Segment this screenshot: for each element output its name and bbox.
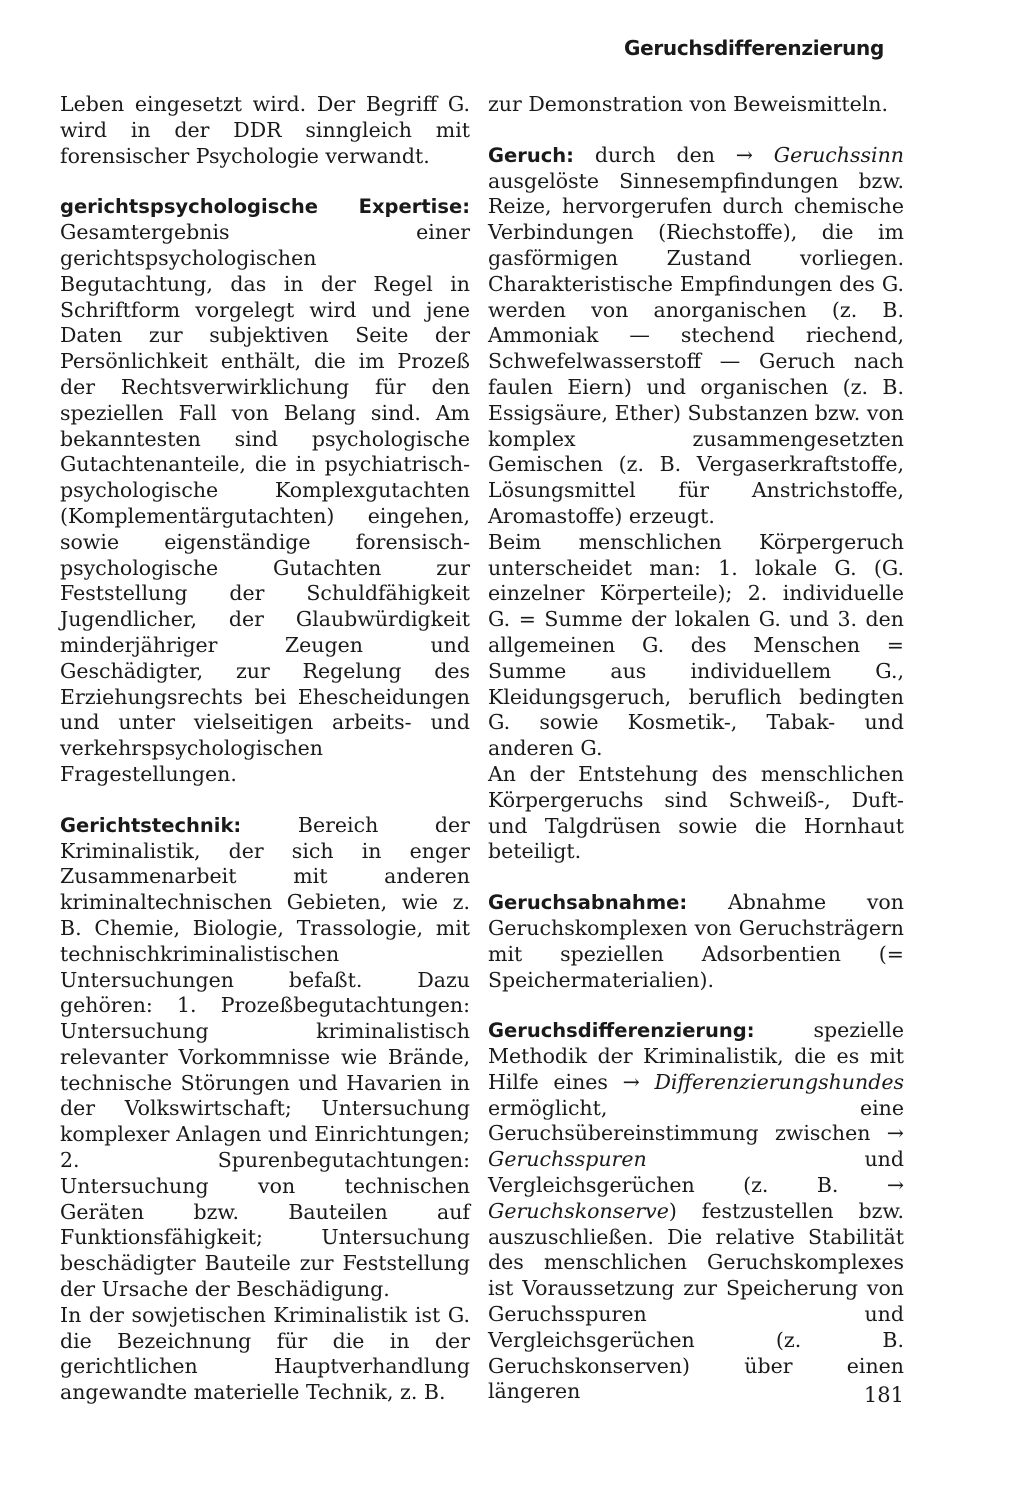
entry-text: ) festzustellen bzw. auszuschließen. Die relative Stabilität des menschlichen Geruchskomplexes ist Voraussetzung zur Speicherung von Geruchsspuren und Vergleichsgerüchen (z. B. Geruchskonserven) über einen längeren xyxy=(488,1198,904,1404)
entry-text: und Vergleichsgerüchen (z. B. → xyxy=(488,1147,904,1198)
entry-geruchsabnahme xyxy=(488,890,904,993)
entry-geruch xyxy=(488,143,904,530)
entry-gerichtspsychologische-expertise xyxy=(60,194,470,787)
right-column xyxy=(488,92,904,1430)
entry-lemma: Geruchsdifferenzierung: xyxy=(488,1019,755,1043)
entry-definition: Abnahme von Geruchskomplexen von Geruchsträgern mit speziellen Adsorbentien (= Speichermaterialien). xyxy=(488,890,904,992)
entry-text: ausgelöste Sinnesempfindungen bzw. Reize, hervorgerufen durch chemische Verbindungen (Riechstoffe), die im gasförmigen Zustand vorliegen. Charakteristische Empfindungen des G. werden von anorganischen (z. B. Ammoniak — stechend riechend, Schwefelwasserstoff — Geruch nach faulen Eiern) und organischen (z. B. Essigsäure, Ether) Substanzen bzw. von komplex zusammengesetzten Gemischen (z. B. Vergaserkraftstoffe, Lösungsmittel für Anstrichstoffe, Aromastoffe) erzeugt. xyxy=(488,168,904,528)
entry-definition: Bereich der Kriminalistik, der sich in enger Zusammenarbeit mit anderen kriminaltechnischen Gebieten, wie z. B. Chemie, Biologie, Trassologie, mit technischkriminalistischen Untersuchungen befaßt. Dazu gehören: 1. Prozeßbegutachtungen: Untersuchung kriminalistisch relevanter Vorkommnisse wie Brände, technische Störungen und Havarien in der Volkswirtschaft; Untersuchung komplexer Anlagen und Einrichtungen; 2. Spurenbegutachtungen: Untersuchung von technischen Geräten bzw. Bauteilen auf Funktionsfähigkeit; Untersuchung beschädigter Bauteile zur Feststellung der Ursache der Beschädigung. xyxy=(60,812,470,1302)
cross-reference-link[interactable]: Geruchskonserve xyxy=(488,1198,669,1223)
entry-geruchsdifferenzierung xyxy=(488,1018,904,1405)
entry-lemma: Geruchsabnahme: xyxy=(488,891,688,915)
entry-definition: Gesamtergebnis einer gerichtspsychologischen Begutachtung, das in der Regel in Schriftform vorgelegt wird und jene Daten zur subjektiven Seite der Persönlichkeit enthält, die im Prozeß der Rechtsverwirklichung für den speziellen Fall von Belang sind. Am bekanntesten sind psychologische Gutachtenanteile, die in psychiatrisch-psychologische Komplexgutachten (Komplementärgutachten) eingehen, sowie eigenständige forensisch-psychologische Gutachten zur Feststellung der Schuldfähigkeit Jugendlicher, der Glaubwürdigkeit minderjähriger Zeugen und Geschädigter, zur Regelung des Erziehungsrechts bei Ehescheidungen und unter vielseitigen arbeits- und verkehrspsychologischen Fragestellungen. xyxy=(60,220,470,786)
running-head: Geruchsdifferenzierung xyxy=(623,36,884,60)
entry-gerichtstechnik xyxy=(60,813,470,1303)
entry-paragraph: In der sowjetischen Kriminalistik ist G. die Bezeichnung für die in der gerichtlichen Hauptverhandlung angewandte materielle Technik, z. B. xyxy=(60,1302,470,1405)
continuation-text-right: zur Demonstration von Beweismitteln. xyxy=(488,92,888,116)
entry-paragraph: An der Entstehung des menschlichen Körpergeruchs sind Schweiß-, Duft- und Talgdrüsen sowie die Hornhaut beteiligt. xyxy=(488,761,904,864)
cross-reference-link[interactable]: Differenzierungshundes xyxy=(654,1069,904,1094)
page-number: 181 xyxy=(863,1383,904,1407)
entry-text: durch den → xyxy=(594,142,753,167)
cross-reference-link[interactable]: Geruchsspuren xyxy=(488,1147,647,1172)
cross-reference-link[interactable]: Geruchssinn xyxy=(773,142,904,167)
entry-text: ermöglicht, eine Geruchsübereinstimmung zwischen → xyxy=(488,1095,904,1146)
continuation-text-left: Leben eingesetzt wird. Der Begriff G. wird in der DDR sinngleich mit forensischer Psychologie verwandt. xyxy=(60,92,470,168)
entry-lemma: Gerichtstechnik: xyxy=(60,813,242,837)
entry-text: spezielle Methodik der Kriminalistik, die es mit Hilfe eines → xyxy=(488,1018,904,1094)
left-column xyxy=(60,92,470,1431)
entry-lemma: gerichtspsychologische Expertise: xyxy=(60,195,470,219)
entry-paragraph: Beim menschlichen Körpergeruch unterscheidet man: 1. lokale G. (G. einzelner Körperteile); 2. individuelle G. = Summe der lokalen G. und 3. den allgemeinen G. des Menschen = Summe aus individuellem G., Kleidungsgeruch, beruflich bedingten G. sowie Kosmetik-, Tabak- und anderen G. xyxy=(488,529,904,761)
entry-lemma: Geruch: xyxy=(488,143,574,167)
